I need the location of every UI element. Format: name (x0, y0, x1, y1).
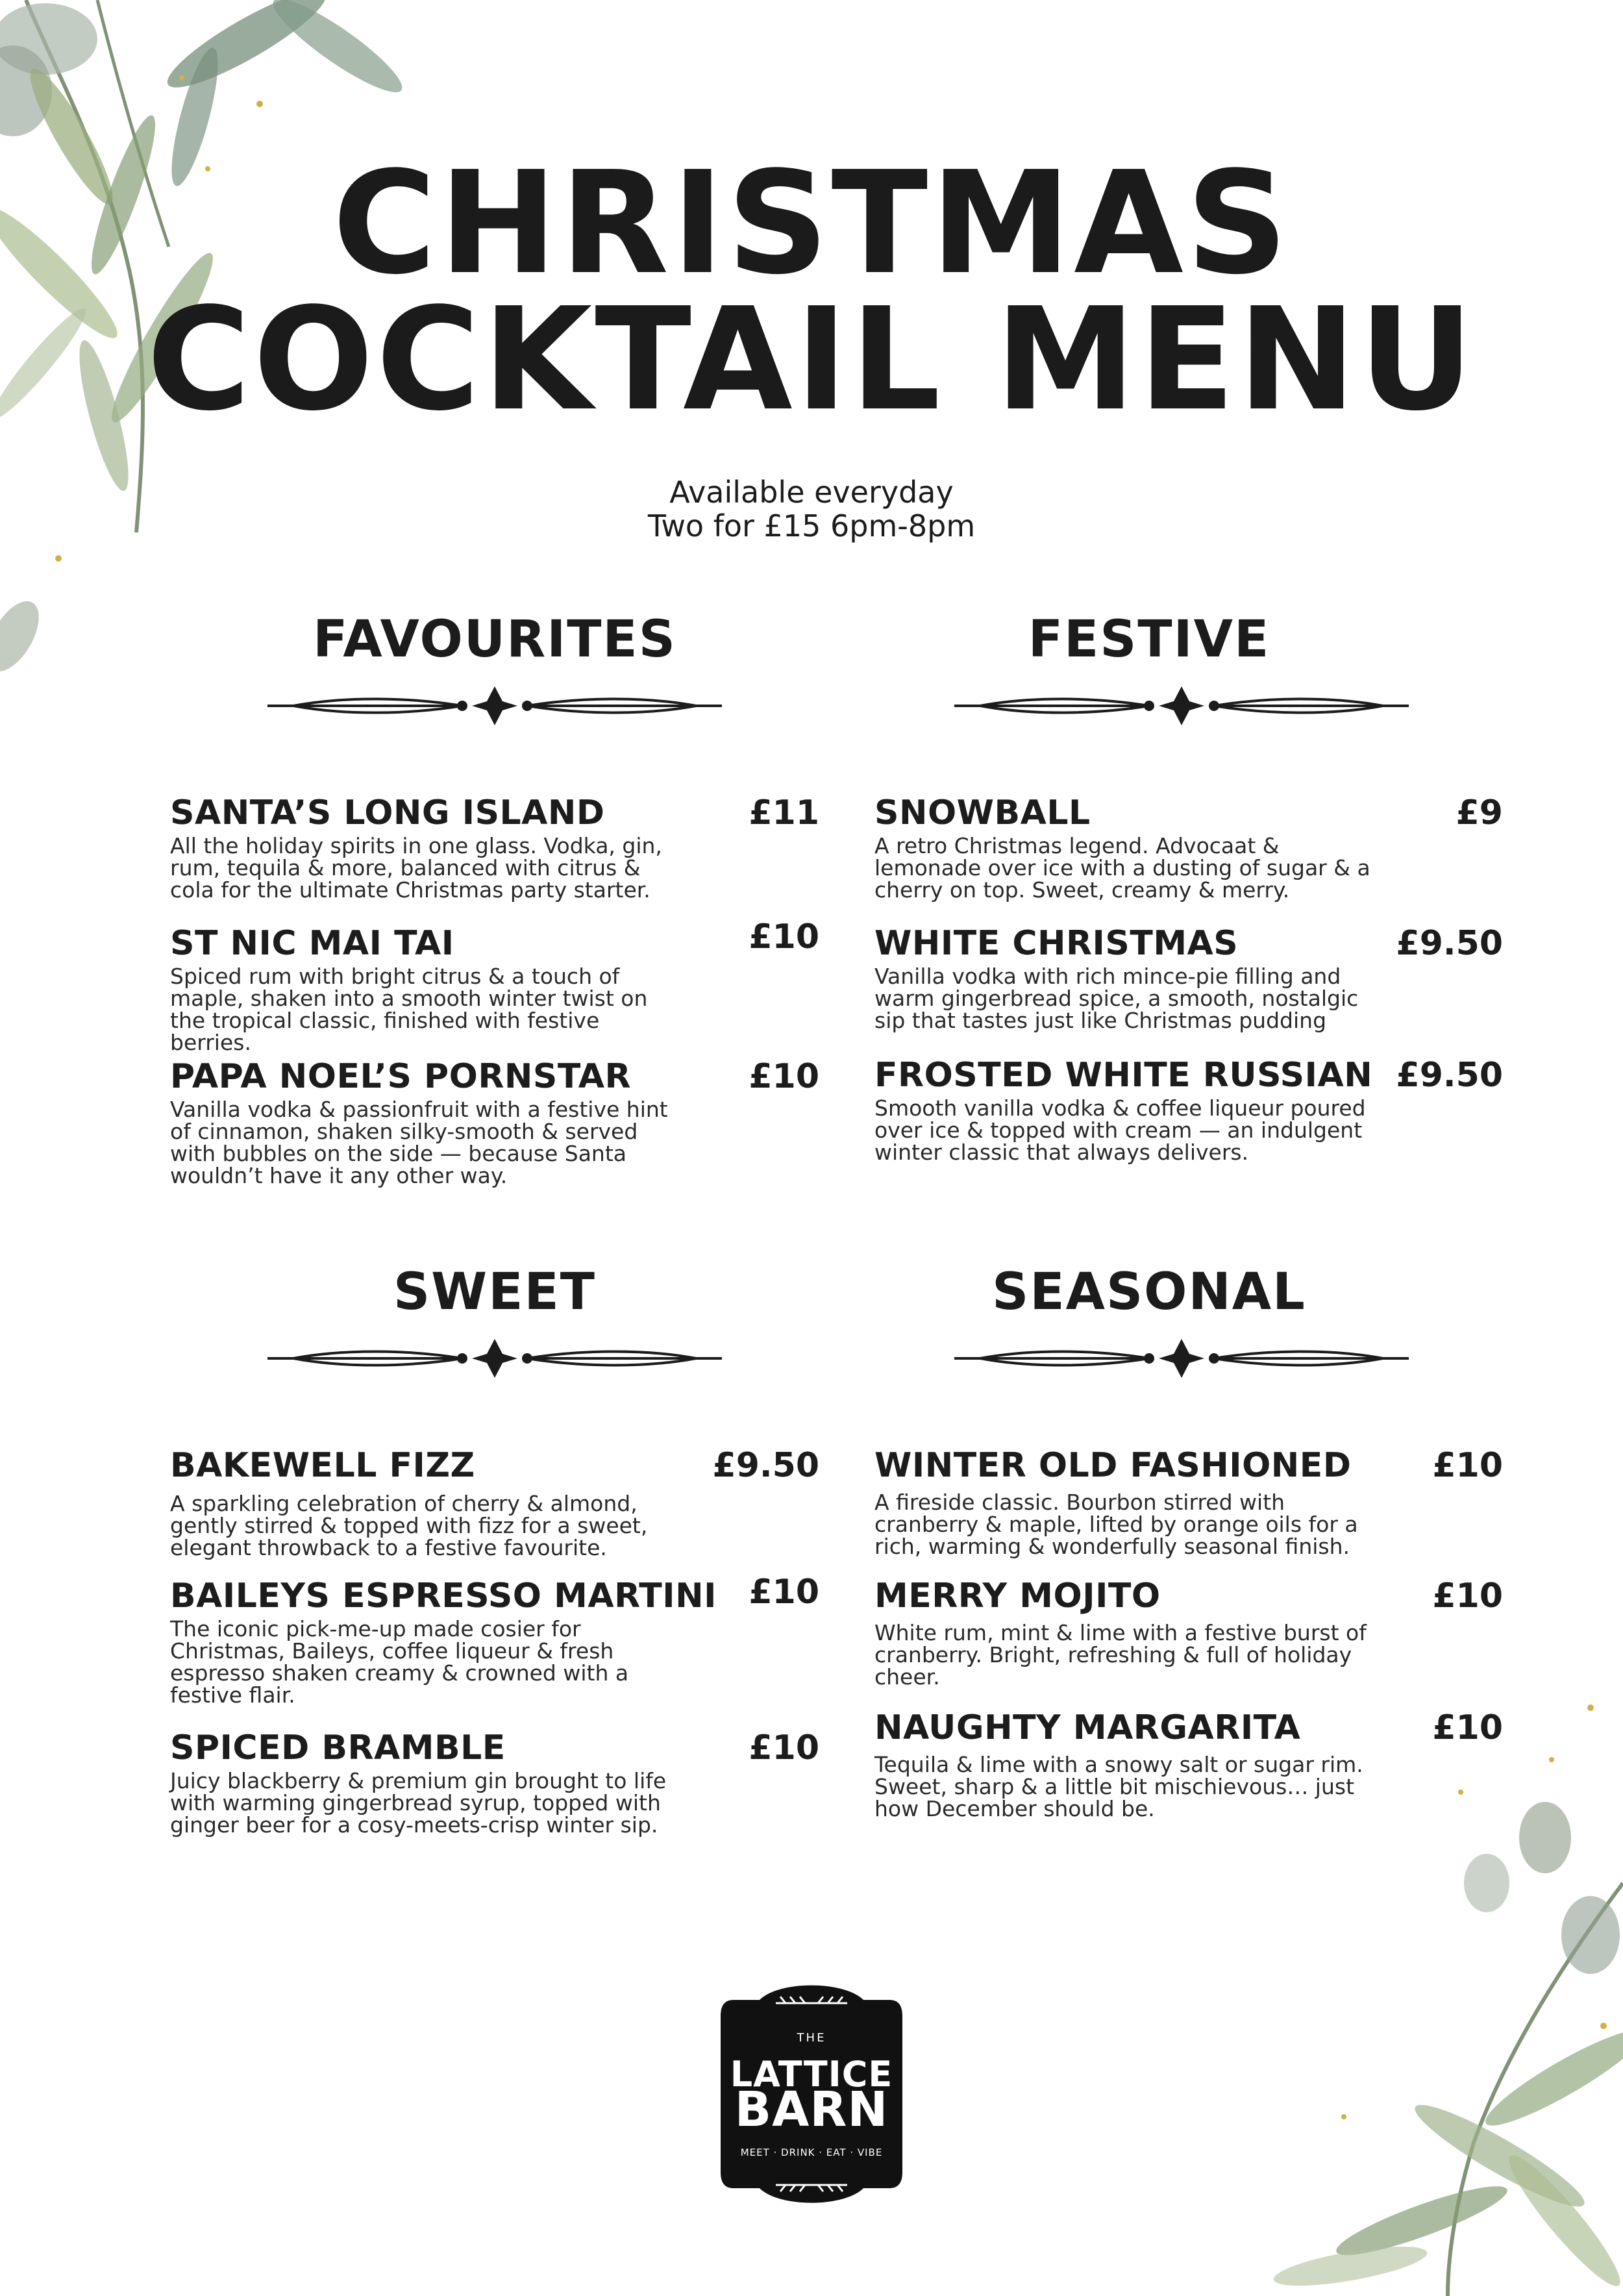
item-name: NAUGHTY MARGARITA (874, 1708, 1301, 1747)
item-price: £9 (1456, 793, 1503, 832)
offer-text: Two for £15 6pm-8pm (647, 508, 976, 543)
section-festive (874, 610, 1524, 1165)
item-description: All the holiday spirits in one glass. Vodka, gin, rum, tequila & more, balanced with citrus & cola for the ultimate Christmas party starter. (170, 833, 662, 903)
section-seasonal (874, 1263, 1524, 1821)
item-price: £9.50 (1396, 924, 1503, 963)
page-title (0, 142, 1623, 442)
item-name: MERRY MOJITO (874, 1577, 1161, 1616)
section-heading: FESTIVE (1028, 610, 1270, 669)
section-sweet (170, 1263, 819, 1838)
item-price: £10 (1432, 1446, 1503, 1485)
item-description: Juicy blackberry & premium gin brought to life with warming gingerbread syrup, topped with ginger beer for a cosy-meets-crisp winter sip. (170, 1768, 667, 1838)
item-price: £10 (1432, 1577, 1503, 1616)
item-description: A retro Christmas legend. Advocaat & lemonade over ice with a dusting of sugar & a cherry on top. Sweet, creamy & merry. (874, 833, 1370, 903)
item-price: £9.50 (712, 1446, 819, 1485)
logo-word-2: BARN (734, 2082, 889, 2138)
ornamental-divider-icon (954, 1336, 1409, 1381)
item-description: The iconic pick-me-up made cosier for Christmas, Baileys, coffee liqueur & fresh espresso shaken creamy & crowned with a festive flair. (170, 1616, 629, 1708)
item-name: BAKEWELL FIZZ (170, 1446, 475, 1485)
item-price: £10 (749, 1573, 819, 1612)
item-name: FROSTED WHITE RUSSIAN (874, 1056, 1373, 1095)
item-name: SANTA’S LONG ISLAND (170, 793, 605, 832)
item-name: BAILEYS ESPRESSO MARTINI (170, 1577, 717, 1616)
item-description: Spiced rum with bright citrus & a touch of maple, shaken into a smooth winter twist on the tropical classic, finished with festive berries. (170, 964, 648, 1055)
item-description: White rum, mint & lime with a festive burst of cranberry. Bright, refreshing & full of holiday cheer. (874, 1620, 1367, 1690)
subtitle (0, 475, 1623, 543)
item-name: ST NIC MAI TAI (170, 924, 454, 963)
item-price: £10 (749, 917, 819, 956)
title-line-1: CHRISTMAS (332, 142, 1291, 306)
item-name: SPICED BRAMBLE (170, 1728, 506, 1767)
item-price: £11 (749, 793, 819, 832)
logo-word-1: LATTICE (730, 2054, 893, 2095)
item-description: A sparkling celebration of cherry & almond, gently stirred & topped with fizz for a sweet, elegant throwback to a festive favourite. (170, 1491, 648, 1560)
ornamental-divider-icon (267, 683, 722, 729)
logo-tagline: MEET · DRINK · EAT · VIBE (740, 2147, 883, 2158)
item-description: Tequila & lime with a snowy salt or sugar rim. Sweet, sharp & a little bit mischievous… just how December should be. (874, 1752, 1363, 1821)
item-description: Smooth vanilla vodka & coffee liqueur poured over ice & topped with cream — an indulgent winter classic that always delivers. (874, 1095, 1366, 1165)
item-price: £10 (1432, 1708, 1503, 1747)
availability-text: Available everyday (669, 475, 954, 510)
section-heading: SWEET (393, 1263, 596, 1321)
item-description: A fireside classic. Bourbon stirred with cranberry & maple, lifted by orange oils for a rich, warming & wonderfully seasonal finish. (874, 1490, 1358, 1559)
lattice-barn-logo (721, 1974, 902, 2214)
item-price: £9.50 (1396, 1056, 1503, 1095)
section-heading: SEASONAL (992, 1263, 1306, 1321)
item-name: SNOWBALL (874, 793, 1091, 832)
item-description: Vanilla vodka with rich mince-pie filling and warm gingerbread spice, a smooth, nostalgic sip that tastes just like Christmas pudding (874, 964, 1359, 1033)
ornamental-divider-icon (954, 683, 1409, 729)
section-heading: FAVOURITES (313, 610, 676, 669)
item-price: £10 (749, 1728, 819, 1767)
item-name: WINTER OLD FASHIONED (874, 1446, 1352, 1485)
item-description: Vanilla vodka & passionfruit with a festive hint of cinnamon, shaken silky-smooth & served with bubbles on the side — because Santa wouldn’t have it any other way. (170, 1097, 668, 1188)
item-name: WHITE CHRISTMAS (874, 924, 1239, 963)
item-price: £10 (749, 1057, 819, 1096)
section-favourites (170, 610, 819, 1188)
ornamental-divider-icon (267, 1336, 722, 1381)
item-name: PAPA NOEL’S PORNSTAR (170, 1057, 632, 1096)
logo-the: THE (797, 2031, 826, 2045)
title-line-2: COCKTAIL MENU (147, 278, 1476, 442)
